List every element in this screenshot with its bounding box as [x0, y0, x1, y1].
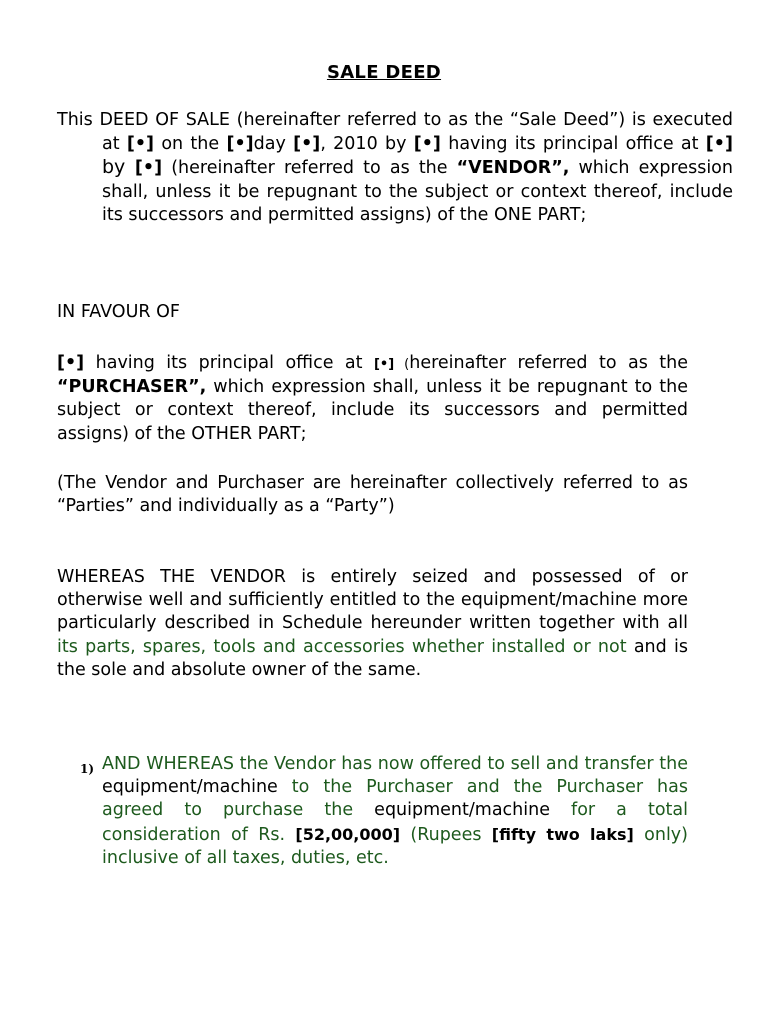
list-number-label: 1)	[80, 762, 95, 776]
in-favour-heading: IN FAVOUR OF	[57, 302, 180, 322]
placeholder-day: [•]	[226, 134, 254, 155]
intro-text-7: (hereinafter referred to as the	[162, 158, 457, 179]
intro-text-3: day	[253, 134, 294, 155]
offer-text-4: (Rupees	[400, 824, 492, 845]
consideration-words: [fifty two laks]	[491, 824, 634, 844]
whereas-vendor-paragraph	[57, 566, 688, 682]
purchaser-defined-term: “PURCHASER”,	[57, 377, 207, 398]
offer-equipment-1: equipment/machine	[102, 777, 278, 798]
whereas-text-2: and is the sole and absolute owner of the same.	[57, 636, 688, 680]
whereas-parts-text: its parts, spares, tools and accessories whether installed or not	[57, 636, 627, 657]
intro-text-4: , 2010 by	[320, 134, 414, 155]
whereas-text-1: WHEREAS THE VENDOR is entirely seized and possessed of or otherwise well and sufficiently entitled to the equipment/machine more particularly described in Schedule hereunder written together with all	[57, 567, 688, 634]
intro-text-2: on the	[154, 134, 227, 155]
consideration-amount: [52,00,000]	[295, 824, 401, 844]
purchaser-text-3: which expression shall, unless it be repugnant to the subject or context thereof, include its successors and permitted assigns) of the OTHER PART;	[57, 377, 688, 444]
intro-text-1: This DEED OF SALE (hereinafter referred to as the “Sale Deed”) is executed at	[57, 110, 733, 155]
intro-text-6: by	[102, 156, 135, 179]
parties-definition-paragraph: (The Vendor and Purchaser are hereinafter collectively referred to as “Parties” and individually as a “Party”)	[57, 473, 688, 517]
vendor-defined-term: “VENDOR”,	[456, 158, 570, 179]
placeholder-month: [•]	[293, 134, 321, 155]
placeholder-vendor-name: [•]	[413, 134, 441, 155]
document-title: SALE DEED	[326, 62, 442, 83]
placeholder-place: [•]	[126, 134, 155, 155]
deed-intro-paragraph	[57, 109, 733, 227]
placeholder-purchaser-name: [•]	[57, 353, 85, 373]
offer-equipment-2: equipment/machine	[374, 800, 550, 821]
purchaser-paragraph	[57, 352, 688, 446]
purchaser-small-paren: (	[394, 357, 410, 372]
placeholder-vendor-rep: [•]	[134, 158, 163, 179]
whereas-offer-paragraph	[102, 753, 688, 870]
intro-text-8: which expression shall, unless it be repugnant to the subject or context thereof, include its successors and permitted assigns) of the ONE PART;	[102, 158, 733, 225]
purchaser-text-1: having its principal office at	[84, 353, 374, 373]
offer-text-1: AND WHEREAS the Vendor has now offered to sell and transfer the	[102, 754, 688, 774]
placeholder-purchaser-office: [•]	[373, 357, 395, 372]
placeholder-vendor-office: [•]	[705, 134, 733, 155]
intro-text-5: having its principal office at	[440, 134, 706, 155]
offer-text-2: to the Purchaser and the Purchaser has agreed to purchase the	[102, 777, 688, 821]
offer-text-5: only) inclusive of all taxes, duties, etc.	[102, 824, 688, 868]
offer-text-3: for a total consideration of Rs.	[102, 800, 688, 845]
purchaser-text-2: hereinafter referred to as the	[409, 353, 688, 373]
